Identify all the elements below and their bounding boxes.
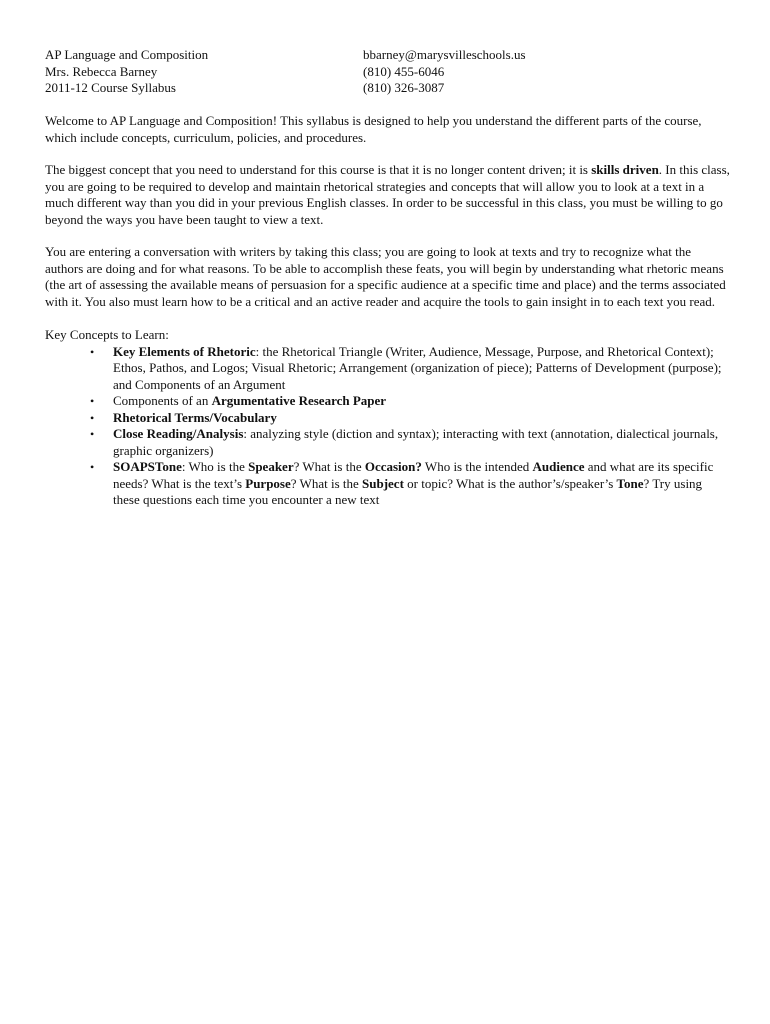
syllabus-year: 2011-12 Course Syllabus (45, 80, 176, 95)
item-heading: SOAPSTone (113, 459, 182, 474)
soaps-purpose: Purpose (245, 475, 291, 491)
item-text: Who is the intended (421, 459, 533, 474)
item-text: : the Rhetorical Triangle (Writer, Audience, Message, Purpose, and Rhetorical Context); Ethos, Pathos, and Logos; Visual Rhetoric; Arrangement (organization of piece); Patterns of Development (purpose); and Components of an Argument (113, 343, 722, 392)
document-header (45, 47, 730, 97)
item-text: ? What is the (290, 475, 363, 491)
item-heading: Rhetorical Terms/Vocabulary (113, 409, 277, 425)
list-item (90, 393, 730, 410)
item-text: or topic? What is the author’s/speaker’s (403, 475, 617, 491)
item-heading: Key Elements of Rhetoric (113, 343, 256, 359)
list-item (90, 409, 730, 427)
item-text: and what are its specific needs? What is the text’s (113, 459, 714, 491)
soaps-occasion: Occasion? (364, 459, 422, 474)
contact-info (363, 47, 526, 97)
list-item (90, 459, 730, 509)
item-text: ? Try using these questions each time you encounter a new text (113, 475, 703, 507)
list-item (90, 426, 730, 459)
key-concepts-list (45, 344, 730, 509)
item-heading: Argumentative Research Paper (211, 393, 387, 408)
item-text: : analyzing style (diction and syntax); interacting with text (annotation, dialectical journals, graphic organizers) (113, 426, 719, 458)
bullet-icon: • (90, 427, 95, 441)
bullet-icon: • (90, 344, 95, 359)
concept-emphasis: skills driven (591, 162, 659, 177)
concept-paragraph (45, 162, 730, 228)
bullet-icon: • (90, 460, 95, 474)
course-name: AP Language and Composition (45, 47, 209, 62)
phone-number-1: (810) 455-6046 (363, 63, 445, 79)
teacher-name: Mrs. Rebecca Barney (45, 63, 158, 79)
soaps-subject: Subject (362, 475, 404, 491)
concept-text-after: . In this class, you are going to be required to develop and maintain rhetorical strategies and concepts that will allow you to look at a text in a much different way than you did in your previous English classes. In order to be successful in this class, you must be willing to go beyond the ways you have been taught to view a text. (45, 162, 730, 227)
soaps-audience: Audience (532, 459, 585, 474)
course-info (45, 47, 208, 97)
item-heading: Close Reading/Analysis (113, 426, 244, 441)
key-concepts-title: Key Concepts to Learn: (45, 327, 169, 342)
item-text: : Who is the (181, 459, 249, 474)
bullet-icon: • (90, 410, 95, 425)
soaps-tone: Tone (616, 475, 644, 491)
concept-text-before: The biggest concept that you need to understand for this course is that it is no longer content driven; it is (45, 162, 592, 177)
item-text: ? What is the (293, 459, 365, 474)
email-address: bbarney@marysvilleschools.us (363, 47, 526, 62)
bullet-icon: • (90, 394, 95, 408)
soaps-speaker: Speaker (248, 459, 294, 474)
conversation-paragraph: You are entering a conversation with writers by taking this class; you are going to look at texts and try to recognize what the authors are doing and for what reasons. To be able to accomplish these feats, you will begin by understanding what rhetoric means (the art of assessing the available means of persuasion for a specific audience at a specific time and place) and the terms associated with it. You also must learn how to be a critical and an active reader and acquire the tools to gain insight in to each text you read. (45, 244, 726, 309)
list-item (90, 343, 730, 394)
intro-paragraph: Welcome to AP Language and Composition! This syllabus is designed to help you understand the different parts of the course, which include concepts, curriculum, policies, and procedures. (45, 113, 702, 145)
phone-number-2: (810) 326-3087 (363, 80, 445, 95)
syllabus-page (45, 47, 730, 509)
item-prefix: Components of an (113, 393, 212, 408)
